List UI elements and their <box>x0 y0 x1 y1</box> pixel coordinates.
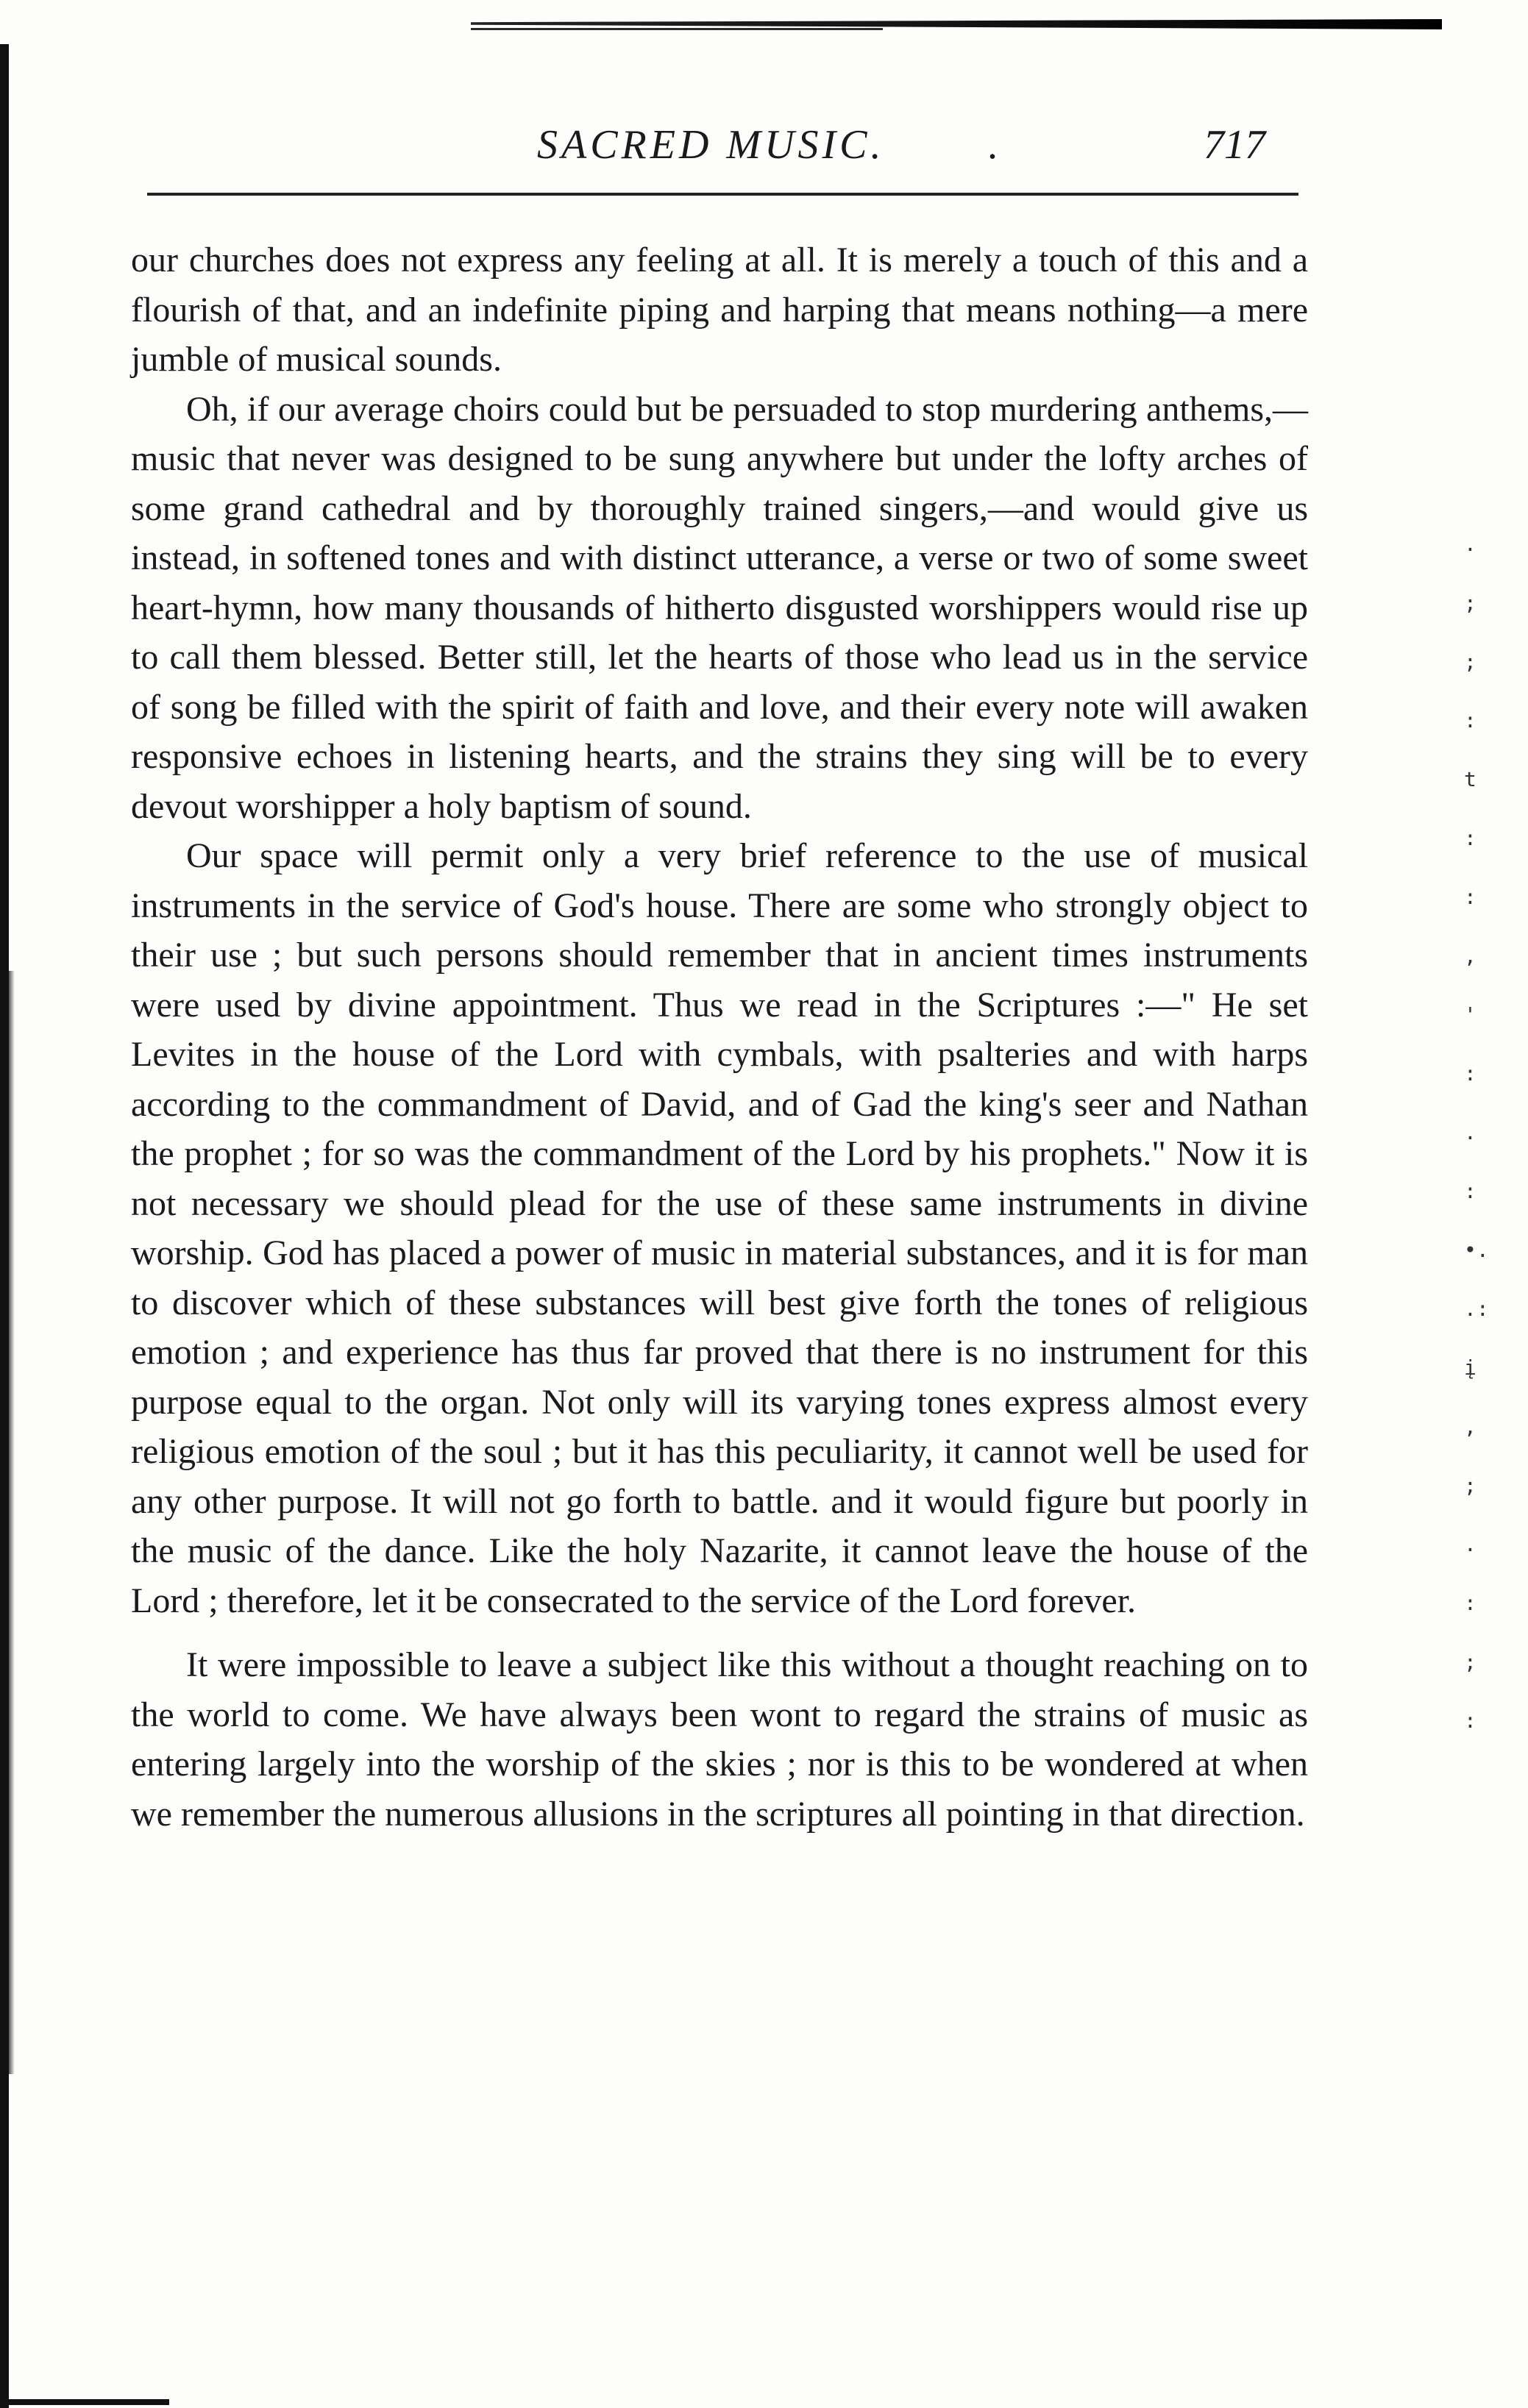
body-text <box>131 235 1308 1839</box>
binding-shadow <box>9 971 15 2074</box>
page-number: 717 <box>1204 122 1265 168</box>
binding-edge <box>0 44 9 2408</box>
paragraph-1: our churches does not express any feeling at all. It is merely a touch of this and a flourish of that, and an indefinite piping and harping that means nothing—a mere jumble of musical sounds. <box>131 241 1308 379</box>
paragraph-2: Oh, if our average choirs could but be persuaded to stop murdering anthems,—music that never was designed to be sung anywhere but under the lofty arches of some grand cathedral and by thoroughly trained singers,—and would give us instead, in softened tones and with distinct utterance, a verse or two of some sweet heart-hymn, how many thousands of hitherto disgusted worshippers would rise up to call them blessed. Better still, let the hearts of those who lead us in the service of song be filled with the spirit of faith and love, and their every note will awaken responsive echoes in listening hearts, and the strains they sing will be to every devout worshipper a holy baptism of sound. <box>131 389 1308 826</box>
bottom-edge-mark <box>0 2399 169 2405</box>
header-separator: . <box>987 122 998 168</box>
margin-specks: . ; ; : t : : , ' : . : •. .: į , ; . : ; : <box>1464 532 1489 1733</box>
page-header <box>147 121 1295 180</box>
paragraph-4: It were impossible to leave a subject like this without a thought reaching on to the world to come. We have always been wont to regard the strains of music as entering largely into the worship of the skies ; nor is this to be wondered at when we remember the numerous allusions in the scriptures all pointing in that direction. <box>131 1645 1308 1834</box>
running-title: SACRED MUSIC. <box>537 122 885 168</box>
header-rule <box>147 193 1298 196</box>
top-scan-rule-thin <box>471 28 883 30</box>
paragraph-3: Our space will permit only a very brief reference to the use of musical instruments in the service of God's house. There are some who strongly object to their use ; but such persons should remember that in ancient times instruments were used by divine appointment. Thus we read in the Scriptures :—" He set Levites in the house of the Lord with cymbals, with psalteries and with harps according to the commandment of David, and of Gad the king's seer and Nathan the prophet ; for so was the commandment of the Lord by his prophets." Now it is not necessary we should plead for the use of these same instruments in divine worship. God has placed a power of music in material substances, and it is for man to discover which of these substances will best give forth the tones of religious emotion ; and experience has thus far proved that there is no instrument for this purpose equal to the organ. Not only will its varying tones express almost every religious emotion of the soul ; but it has this peculiarity, it cannot well be used for any other purpose. It will not go forth to battle. and it would figure but poorly in the music of the dance. Like the holy Nazarite, it cannot leave the house of the Lord ; therefore, let it be consecrated to the service of the Lord forever. <box>131 836 1308 1620</box>
